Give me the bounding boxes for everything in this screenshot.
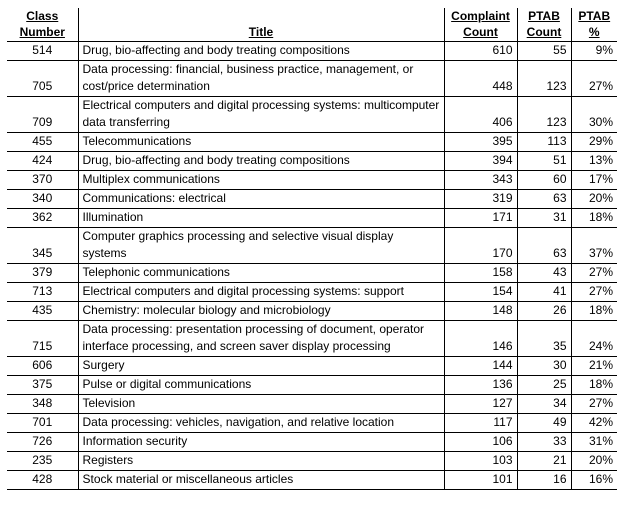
ptab-count-cell: 26 <box>517 302 571 321</box>
title-cell: Communications: electrical <box>78 190 444 209</box>
ptab-count-cell: 123 <box>517 97 571 133</box>
table-row <box>7 414 617 433</box>
table-row <box>7 321 617 357</box>
ptab-count-cell: 31 <box>517 209 571 228</box>
complaint-count-cell: 154 <box>444 283 517 302</box>
title-cell: Pulse or digital communications <box>78 376 444 395</box>
class-table <box>7 8 617 490</box>
ptab-count-cell: 25 <box>517 376 571 395</box>
title-cell: Surgery <box>78 357 444 376</box>
complaint-count-cell: 101 <box>444 471 517 490</box>
title-cell: Drug, bio-affecting and body treating compositions <box>78 152 444 171</box>
ptab-count-cell: 33 <box>517 433 571 452</box>
header-ptab-count: PTAB Count <box>517 8 571 42</box>
ptab-count-cell: 35 <box>517 321 571 357</box>
class-number-cell: 455 <box>7 133 78 152</box>
complaint-count-cell: 144 <box>444 357 517 376</box>
header-class-number: Class Number <box>7 8 78 42</box>
table-row <box>7 376 617 395</box>
complaint-count-cell: 448 <box>444 61 517 97</box>
ptab-pct-cell: 24% <box>571 321 617 357</box>
ptab-count-cell: 63 <box>517 190 571 209</box>
class-number-cell: 709 <box>7 97 78 133</box>
ptab-pct-cell: 16% <box>571 471 617 490</box>
ptab-count-cell: 49 <box>517 414 571 433</box>
complaint-count-cell: 106 <box>444 433 517 452</box>
complaint-count-cell: 395 <box>444 133 517 152</box>
complaint-count-cell: 610 <box>444 42 517 61</box>
ptab-pct-cell: 27% <box>571 395 617 414</box>
class-number-cell: 379 <box>7 264 78 283</box>
title-cell: Illumination <box>78 209 444 228</box>
header-row <box>7 8 617 42</box>
class-number-cell: 435 <box>7 302 78 321</box>
class-number-cell: 235 <box>7 452 78 471</box>
complaint-count-cell: 158 <box>444 264 517 283</box>
class-number-cell: 348 <box>7 395 78 414</box>
table-row <box>7 42 617 61</box>
complaint-count-cell: 127 <box>444 395 517 414</box>
table-row <box>7 171 617 190</box>
complaint-count-cell: 170 <box>444 228 517 264</box>
class-number-cell: 362 <box>7 209 78 228</box>
title-cell: Telephonic communications <box>78 264 444 283</box>
complaint-count-cell: 148 <box>444 302 517 321</box>
table-row <box>7 357 617 376</box>
title-cell: Data processing: presentation processing of document, operator interface processing, and screen saver display processing <box>78 321 444 357</box>
class-number-cell: 428 <box>7 471 78 490</box>
complaint-count-cell: 406 <box>444 97 517 133</box>
class-number-cell: 340 <box>7 190 78 209</box>
class-number-cell: 424 <box>7 152 78 171</box>
header-title: Title <box>78 8 444 42</box>
title-cell: Electrical computers and digital processing systems: support <box>78 283 444 302</box>
ptab-pct-cell: 37% <box>571 228 617 264</box>
ptab-pct-cell: 18% <box>571 302 617 321</box>
complaint-count-cell: 171 <box>444 209 517 228</box>
ptab-count-cell: 30 <box>517 357 571 376</box>
class-number-cell: 726 <box>7 433 78 452</box>
class-number-cell: 370 <box>7 171 78 190</box>
ptab-count-cell: 51 <box>517 152 571 171</box>
ptab-pct-cell: 9% <box>571 42 617 61</box>
ptab-count-cell: 43 <box>517 264 571 283</box>
title-cell: Information security <box>78 433 444 452</box>
complaint-count-cell: 103 <box>444 452 517 471</box>
class-number-cell: 701 <box>7 414 78 433</box>
class-number-cell: 345 <box>7 228 78 264</box>
table-row <box>7 452 617 471</box>
ptab-count-cell: 55 <box>517 42 571 61</box>
table-row <box>7 152 617 171</box>
ptab-count-cell: 63 <box>517 228 571 264</box>
class-number-cell: 705 <box>7 61 78 97</box>
complaint-count-cell: 343 <box>444 171 517 190</box>
title-cell: Chemistry: molecular biology and microbiology <box>78 302 444 321</box>
table-row <box>7 190 617 209</box>
complaint-count-cell: 117 <box>444 414 517 433</box>
title-cell: Electrical computers and digital processing systems: multicomputer data transferring <box>78 97 444 133</box>
table-row <box>7 302 617 321</box>
title-cell: Telecommunications <box>78 133 444 152</box>
class-number-cell: 713 <box>7 283 78 302</box>
header-complaint-count: Complaint Count <box>444 8 517 42</box>
ptab-pct-cell: 20% <box>571 452 617 471</box>
class-table-container <box>7 8 617 490</box>
ptab-count-cell: 60 <box>517 171 571 190</box>
complaint-count-cell: 394 <box>444 152 517 171</box>
ptab-pct-cell: 27% <box>571 264 617 283</box>
title-cell: Computer graphics processing and selective visual display systems <box>78 228 444 264</box>
header-ptab-pct: PTAB % <box>571 8 617 42</box>
class-number-cell: 606 <box>7 357 78 376</box>
ptab-count-cell: 113 <box>517 133 571 152</box>
title-cell: Data processing: vehicles, navigation, and relative location <box>78 414 444 433</box>
title-cell: Stock material or miscellaneous articles <box>78 471 444 490</box>
ptab-pct-cell: 31% <box>571 433 617 452</box>
class-number-cell: 375 <box>7 376 78 395</box>
table-row <box>7 61 617 97</box>
complaint-count-cell: 146 <box>444 321 517 357</box>
ptab-pct-cell: 17% <box>571 171 617 190</box>
ptab-count-cell: 41 <box>517 283 571 302</box>
ptab-pct-cell: 42% <box>571 414 617 433</box>
title-cell: Drug, bio-affecting and body treating compositions <box>78 42 444 61</box>
ptab-pct-cell: 13% <box>571 152 617 171</box>
ptab-count-cell: 16 <box>517 471 571 490</box>
ptab-pct-cell: 20% <box>571 190 617 209</box>
ptab-count-cell: 34 <box>517 395 571 414</box>
ptab-pct-cell: 27% <box>571 283 617 302</box>
title-cell: Registers <box>78 452 444 471</box>
ptab-count-cell: 21 <box>517 452 571 471</box>
table-row <box>7 228 617 264</box>
ptab-pct-cell: 18% <box>571 209 617 228</box>
table-row <box>7 97 617 133</box>
ptab-pct-cell: 30% <box>571 97 617 133</box>
complaint-count-cell: 136 <box>444 376 517 395</box>
table-row <box>7 395 617 414</box>
table-row <box>7 433 617 452</box>
class-number-cell: 514 <box>7 42 78 61</box>
ptab-pct-cell: 27% <box>571 61 617 97</box>
title-cell: Data processing: financial, business practice, management, or cost/price determination <box>78 61 444 97</box>
ptab-count-cell: 123 <box>517 61 571 97</box>
class-number-cell: 715 <box>7 321 78 357</box>
table-row <box>7 209 617 228</box>
title-cell: Multiplex communications <box>78 171 444 190</box>
ptab-pct-cell: 21% <box>571 357 617 376</box>
table-row <box>7 471 617 490</box>
ptab-pct-cell: 18% <box>571 376 617 395</box>
ptab-pct-cell: 29% <box>571 133 617 152</box>
table-body <box>7 42 617 490</box>
table-row <box>7 283 617 302</box>
table-row <box>7 264 617 283</box>
complaint-count-cell: 319 <box>444 190 517 209</box>
title-cell: Television <box>78 395 444 414</box>
table-row <box>7 133 617 152</box>
